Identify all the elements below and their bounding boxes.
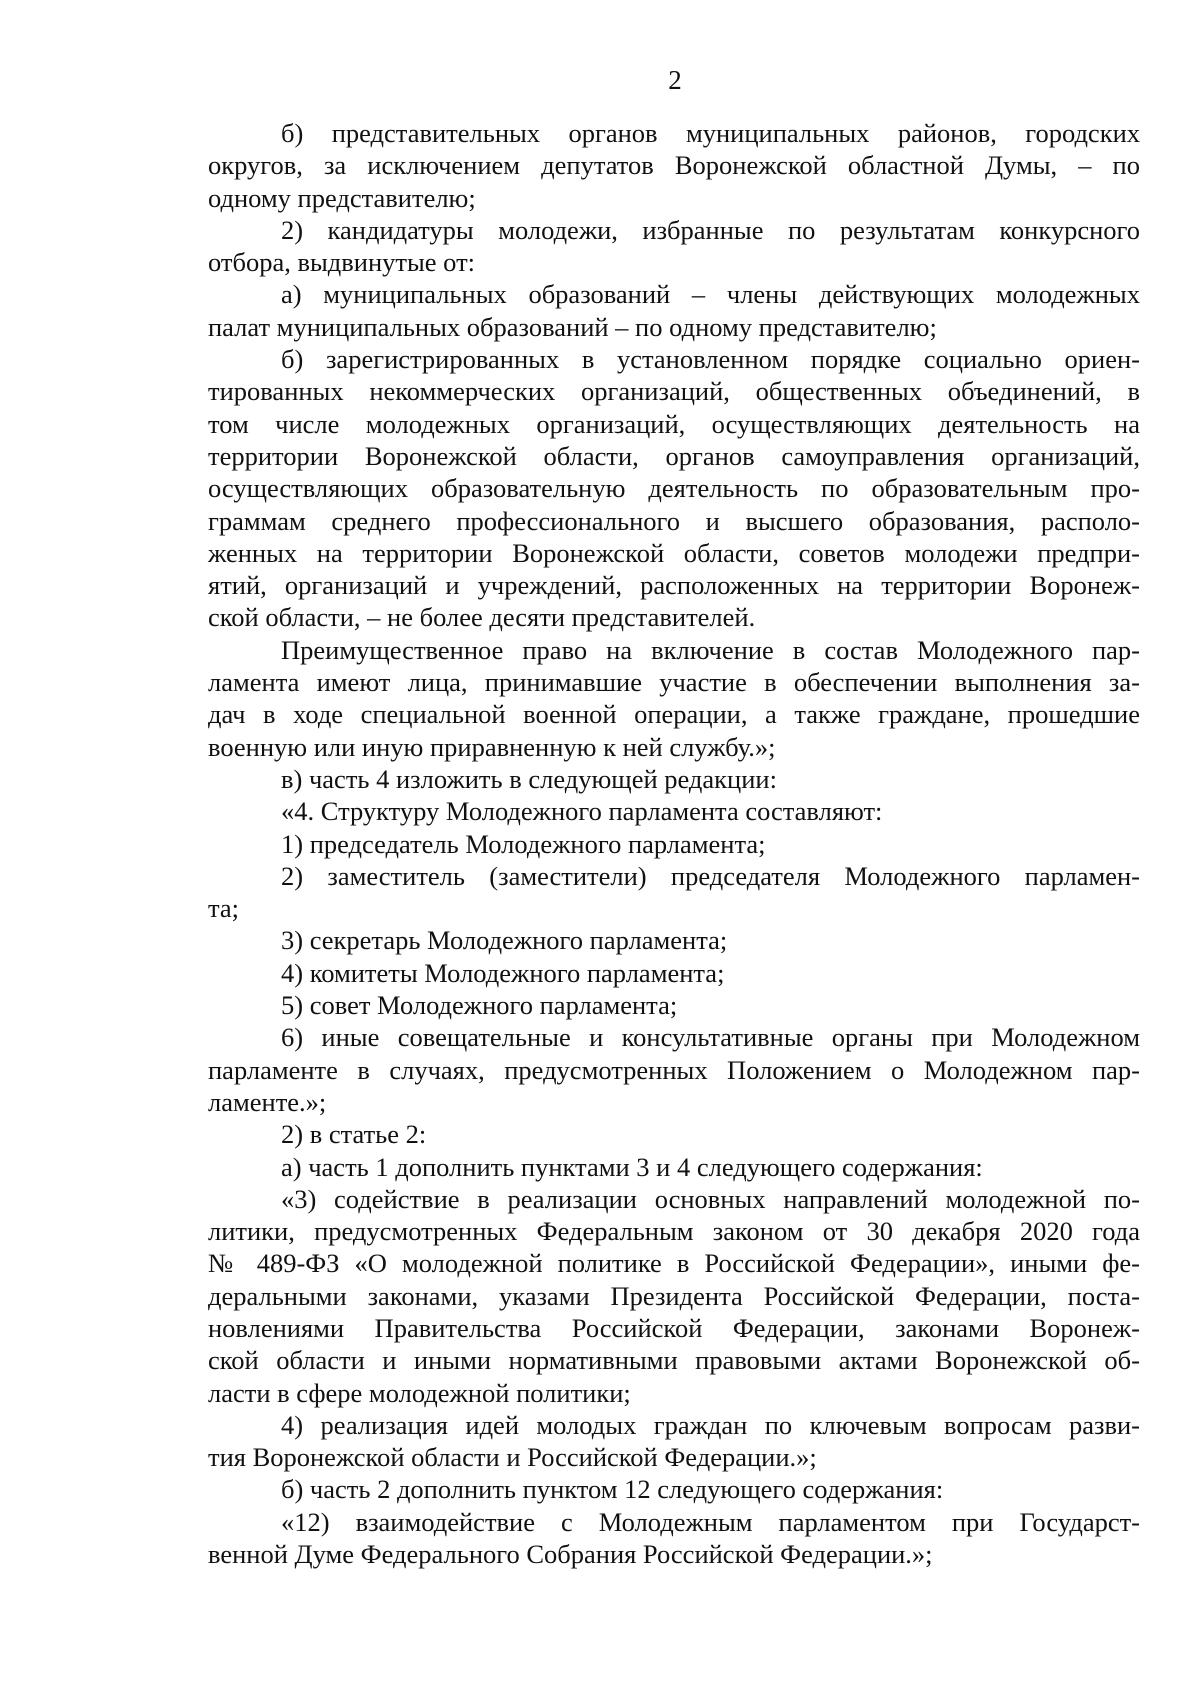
text-line: 4) реализация идей молодых граждан по ключевым вопросам разви- bbox=[281, 1409, 1140, 1440]
text-line: ятий, организаций и учреждений, расположенных на территории Воронеж- bbox=[208, 570, 1140, 601]
text-line: «12) взаимодействие с Молодежным парламентом при Государст- bbox=[281, 1506, 1140, 1537]
text-line: ской области, – не более десяти представителей. bbox=[208, 602, 756, 633]
text-line: ласти в сфере молодежной политики; bbox=[208, 1377, 631, 1408]
text-line: тия Воронежской области и Российской Федерации.»; bbox=[208, 1442, 817, 1473]
text-line: 3) секретарь Молодежного парламента; bbox=[281, 925, 728, 956]
page-number: 2 bbox=[668, 65, 682, 95]
paragraph bbox=[208, 957, 1140, 989]
text-line: военную или иную приравненную к ней службу.»; bbox=[208, 731, 776, 762]
text-line: та; bbox=[208, 893, 240, 924]
paragraph bbox=[208, 860, 1140, 925]
text-line: а) муниципальных образований – члены действующих молодежных bbox=[281, 279, 1140, 310]
text-line: б) представительных органов муниципальных районов, городских bbox=[281, 118, 1140, 148]
text-line: граммам среднего профессионального и высшего образования, располо- bbox=[208, 505, 1140, 536]
paragraph bbox=[208, 214, 1140, 279]
text-line: осуществляющих образовательную деятельность по образовательным про- bbox=[208, 473, 1140, 504]
text-line: отбора, выдвинутые от: bbox=[208, 247, 476, 278]
text-line: а) часть 1 дополнить пунктами 3 и 4 следующего содержания: bbox=[281, 1151, 983, 1182]
text-line: деральными законами, указами Президента Российской Федерации, поста- bbox=[208, 1280, 1140, 1311]
paragraph bbox=[208, 989, 1140, 1021]
paragraph bbox=[208, 1183, 1140, 1409]
text-line: в) часть 4 изложить в следующей редакции: bbox=[281, 763, 777, 794]
text-line: женных на территории Воронежской области, советов молодежи предпри- bbox=[208, 537, 1140, 568]
text-line: б) часть 2 дополнить пунктом 12 следующего содержания: bbox=[281, 1474, 944, 1505]
text-line: литики, предусмотренных Федеральным законом от 30 декабря 2020 года bbox=[208, 1216, 1140, 1247]
text-line: 1) председатель Молодежного парламента; bbox=[281, 828, 766, 859]
paragraph bbox=[208, 1506, 1140, 1571]
text-line: № 489-ФЗ «О молодежной политике в Российской Федерации», иными фе- bbox=[208, 1248, 1140, 1279]
paragraph bbox=[208, 117, 1140, 214]
paragraph bbox=[208, 278, 1140, 343]
text-line: 4) комитеты Молодежного парламента; bbox=[281, 957, 725, 988]
paragraph bbox=[208, 924, 1140, 956]
text-line: ламента имеют лица, принимавшие участие в обеспечении выполнения за- bbox=[208, 667, 1140, 698]
text-line: том числе молодежных организаций, осуществляющих деятельность на bbox=[208, 408, 1140, 439]
paragraph bbox=[208, 1409, 1140, 1474]
text-line: новлениями Правительства Российской Федерации, законами Воронеж- bbox=[208, 1312, 1140, 1343]
text-line: округов, за исключением депутатов Воронежской областной Думы, – по bbox=[208, 150, 1140, 181]
paragraph bbox=[208, 828, 1140, 860]
text-line: территории Воронежской области, органов самоуправления организаций, bbox=[208, 440, 1140, 471]
paragraph bbox=[208, 1473, 1140, 1505]
text-line: одному представителю; bbox=[208, 182, 476, 213]
text-line: 5) совет Молодежного парламента; bbox=[281, 990, 678, 1021]
text-line: 2) кандидатуры молодежи, избранные по результатам конкурсного bbox=[281, 214, 1140, 245]
text-line: тированных некоммерческих организаций, общественных объединений, в bbox=[208, 376, 1140, 407]
paragraph bbox=[208, 795, 1140, 827]
text-line: парламенте в случаях, предусмотренных Положением о Молодежном пар- bbox=[208, 1054, 1140, 1085]
text-line: ской области и иными нормативными правовыми актами Воронежской об- bbox=[208, 1345, 1140, 1376]
paragraph bbox=[208, 763, 1140, 795]
text-line: палат муниципальных образований – по одному представителю; bbox=[208, 311, 937, 342]
text-line: 2) в статье 2: bbox=[281, 1119, 427, 1150]
text-line: «4. Структуру Молодежного парламента составляют: bbox=[281, 796, 883, 827]
document-body bbox=[208, 117, 1140, 1570]
text-line: б) зарегистрированных в установленном порядке социально ориен- bbox=[281, 344, 1140, 375]
text-line: 2) заместитель (заместители) председателя Молодежного парламен- bbox=[281, 860, 1140, 891]
paragraph bbox=[208, 634, 1140, 763]
text-line: «3) содействие в реализации основных направлений молодежной по- bbox=[281, 1183, 1140, 1214]
text-line: 6) иные совещательные и консультативные органы при Молодежном bbox=[281, 1022, 1140, 1053]
paragraph bbox=[208, 1151, 1140, 1183]
text-line: Преимущественное право на включение в состав Молодежного пар- bbox=[281, 634, 1140, 665]
paragraph bbox=[208, 1118, 1140, 1150]
text-line: дач в ходе специальной военной операции, а также граждане, прошедшие bbox=[208, 699, 1140, 730]
paragraph bbox=[208, 1021, 1140, 1118]
text-line: венной Думе Федерального Собрания Российской Федерации.»; bbox=[208, 1539, 933, 1570]
text-line: ламенте.»; bbox=[208, 1086, 327, 1117]
paragraph bbox=[208, 343, 1140, 634]
